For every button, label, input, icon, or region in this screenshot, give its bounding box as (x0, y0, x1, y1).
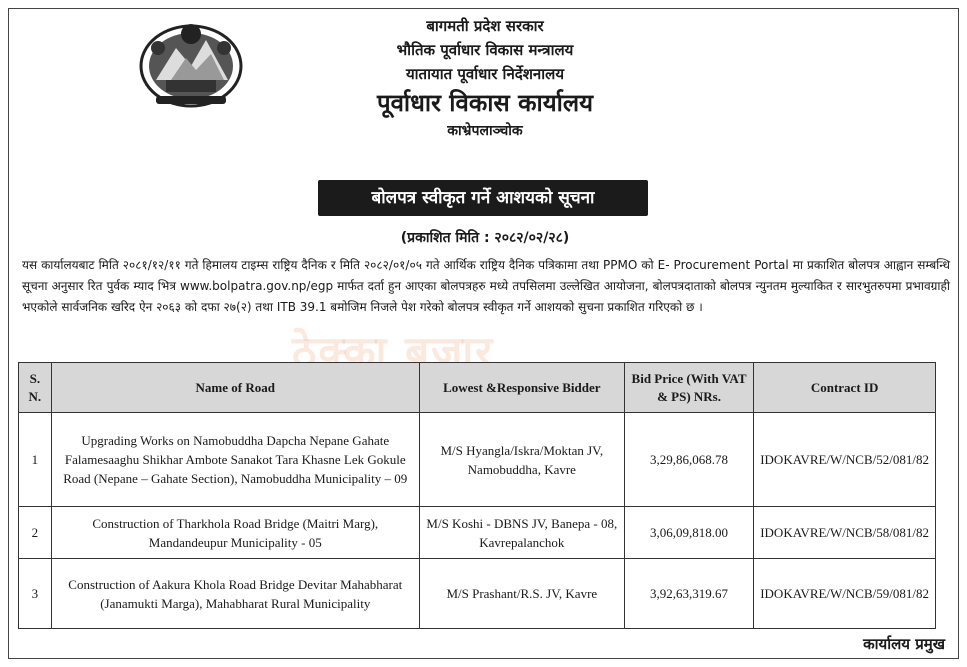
cell-bidder: M/S Prashant/R.S. JV, Kavre (419, 559, 624, 629)
cell-sn: 1 (19, 413, 52, 507)
cell-sn: 3 (19, 559, 52, 629)
ministry-name: भौतिक पूर्वाधार विकास मन्त्रालय (396, 41, 574, 59)
cell-contract-id: IDOKAVRE/W/NCB/52/081/82 (754, 413, 936, 507)
cell-bidder: M/S Koshi - DBNS JV, Banepa - 08, Kavrepalanchok (419, 507, 624, 559)
cell-price: 3,92,63,319.67 (624, 559, 753, 629)
header-contract-id: Contract ID (754, 363, 936, 413)
directorate-name: यातायात पूर्वाधार निर्देशनालय (405, 65, 565, 83)
header-bidder: Lowest &Responsive Bidder (419, 363, 624, 413)
signature-office-chief: कार्यालय प्रमुख (863, 635, 945, 653)
header-road: Name of Road (51, 363, 419, 413)
cell-road: Construction of Aakura Khola Road Bridge Devitar Mahabharat (Janamukti Marga), Mahabharat Rural Municipality (51, 559, 419, 629)
notice-title: बोलपत्र स्वीकृत गर्ने आशयको सूचना (318, 180, 648, 216)
cell-road: Upgrading Works on Namobuddha Dapcha Nepane Gahate Falamesaaghu Shikhar Ambote Sanakot Tara Khasne Lek Gokule Road (Nepane – Gahate Section), Namobuddha Municipality – 09 (51, 413, 419, 507)
table-row (19, 507, 936, 559)
office-header (300, 14, 670, 142)
office-name: पूर्वाधार विकास कार्यालय (376, 88, 594, 117)
cell-contract-id: IDOKAVRE/W/NCB/58/081/82 (754, 507, 936, 559)
published-date: (प्रकाशित मिति : २०८२/०२/२८) (400, 230, 570, 246)
nepal-government-emblem-icon (136, 18, 246, 110)
table-row (19, 559, 936, 629)
cell-road: Construction of Tharkhola Road Bridge (Maitri Marg), Mandandeupur Municipality - 05 (51, 507, 419, 559)
cell-contract-id: IDOKAVRE/W/NCB/59/081/82 (754, 559, 936, 629)
cell-bidder: M/S Hyangla/Iskra/Moktan JV, Namobuddha, Kavre (419, 413, 624, 507)
header-price: Bid Price (With VAT & PS) NRs. (624, 363, 753, 413)
watermark-text: ठेक्का बजार (292, 327, 495, 376)
province-government: बागमती प्रदेश सरकार (426, 17, 544, 35)
table-row (19, 413, 936, 507)
cell-sn: 2 (19, 507, 52, 559)
cell-price: 3,29,86,068.78 (624, 413, 753, 507)
header-sn: S. N. (19, 363, 52, 413)
table-header-row (19, 363, 936, 413)
notice-body: यस कार्यालयबाट मिति २०८१/१२/११ गते हिमालय टाइम्स राष्ट्रिय दैनिक र मिति २०८२/०१/०५ गते आर्थिक राष्ट्रिय दैनिक पत्रिकामा तथा PPMO को E- Procurement Portal मा प्रकाशित बोलपत्र आह्वान सम्बन्धि सूचना अनुसार रित पुर्वक म्याद भित्र www.bolpatra.gov.np/egp मार्फत दर्ता हुन आएका बोलपत्रहरु मध्ये तपसिलमा उल्लेखित आयोजना, बोलपत्रदाताको बोलपत्र न्युनतम मुल्याकित र सारभुतरुपमा प्रभावग्राही भएकोले सार्वजनिक खरिद ऐन २०६३ को दफा २७(२) तथा ITB 39.1 बमोजिम निजले पेश गरेको बोलपत्र स्वीकृत गर्ने आशयको सुचना प्रकाशित गरिएको छ । (22, 258, 950, 314)
cell-price: 3,06,09,818.00 (624, 507, 753, 559)
office-location: काभ्रेपलाञ्चोक (447, 123, 523, 139)
bid-results-table (18, 362, 936, 629)
